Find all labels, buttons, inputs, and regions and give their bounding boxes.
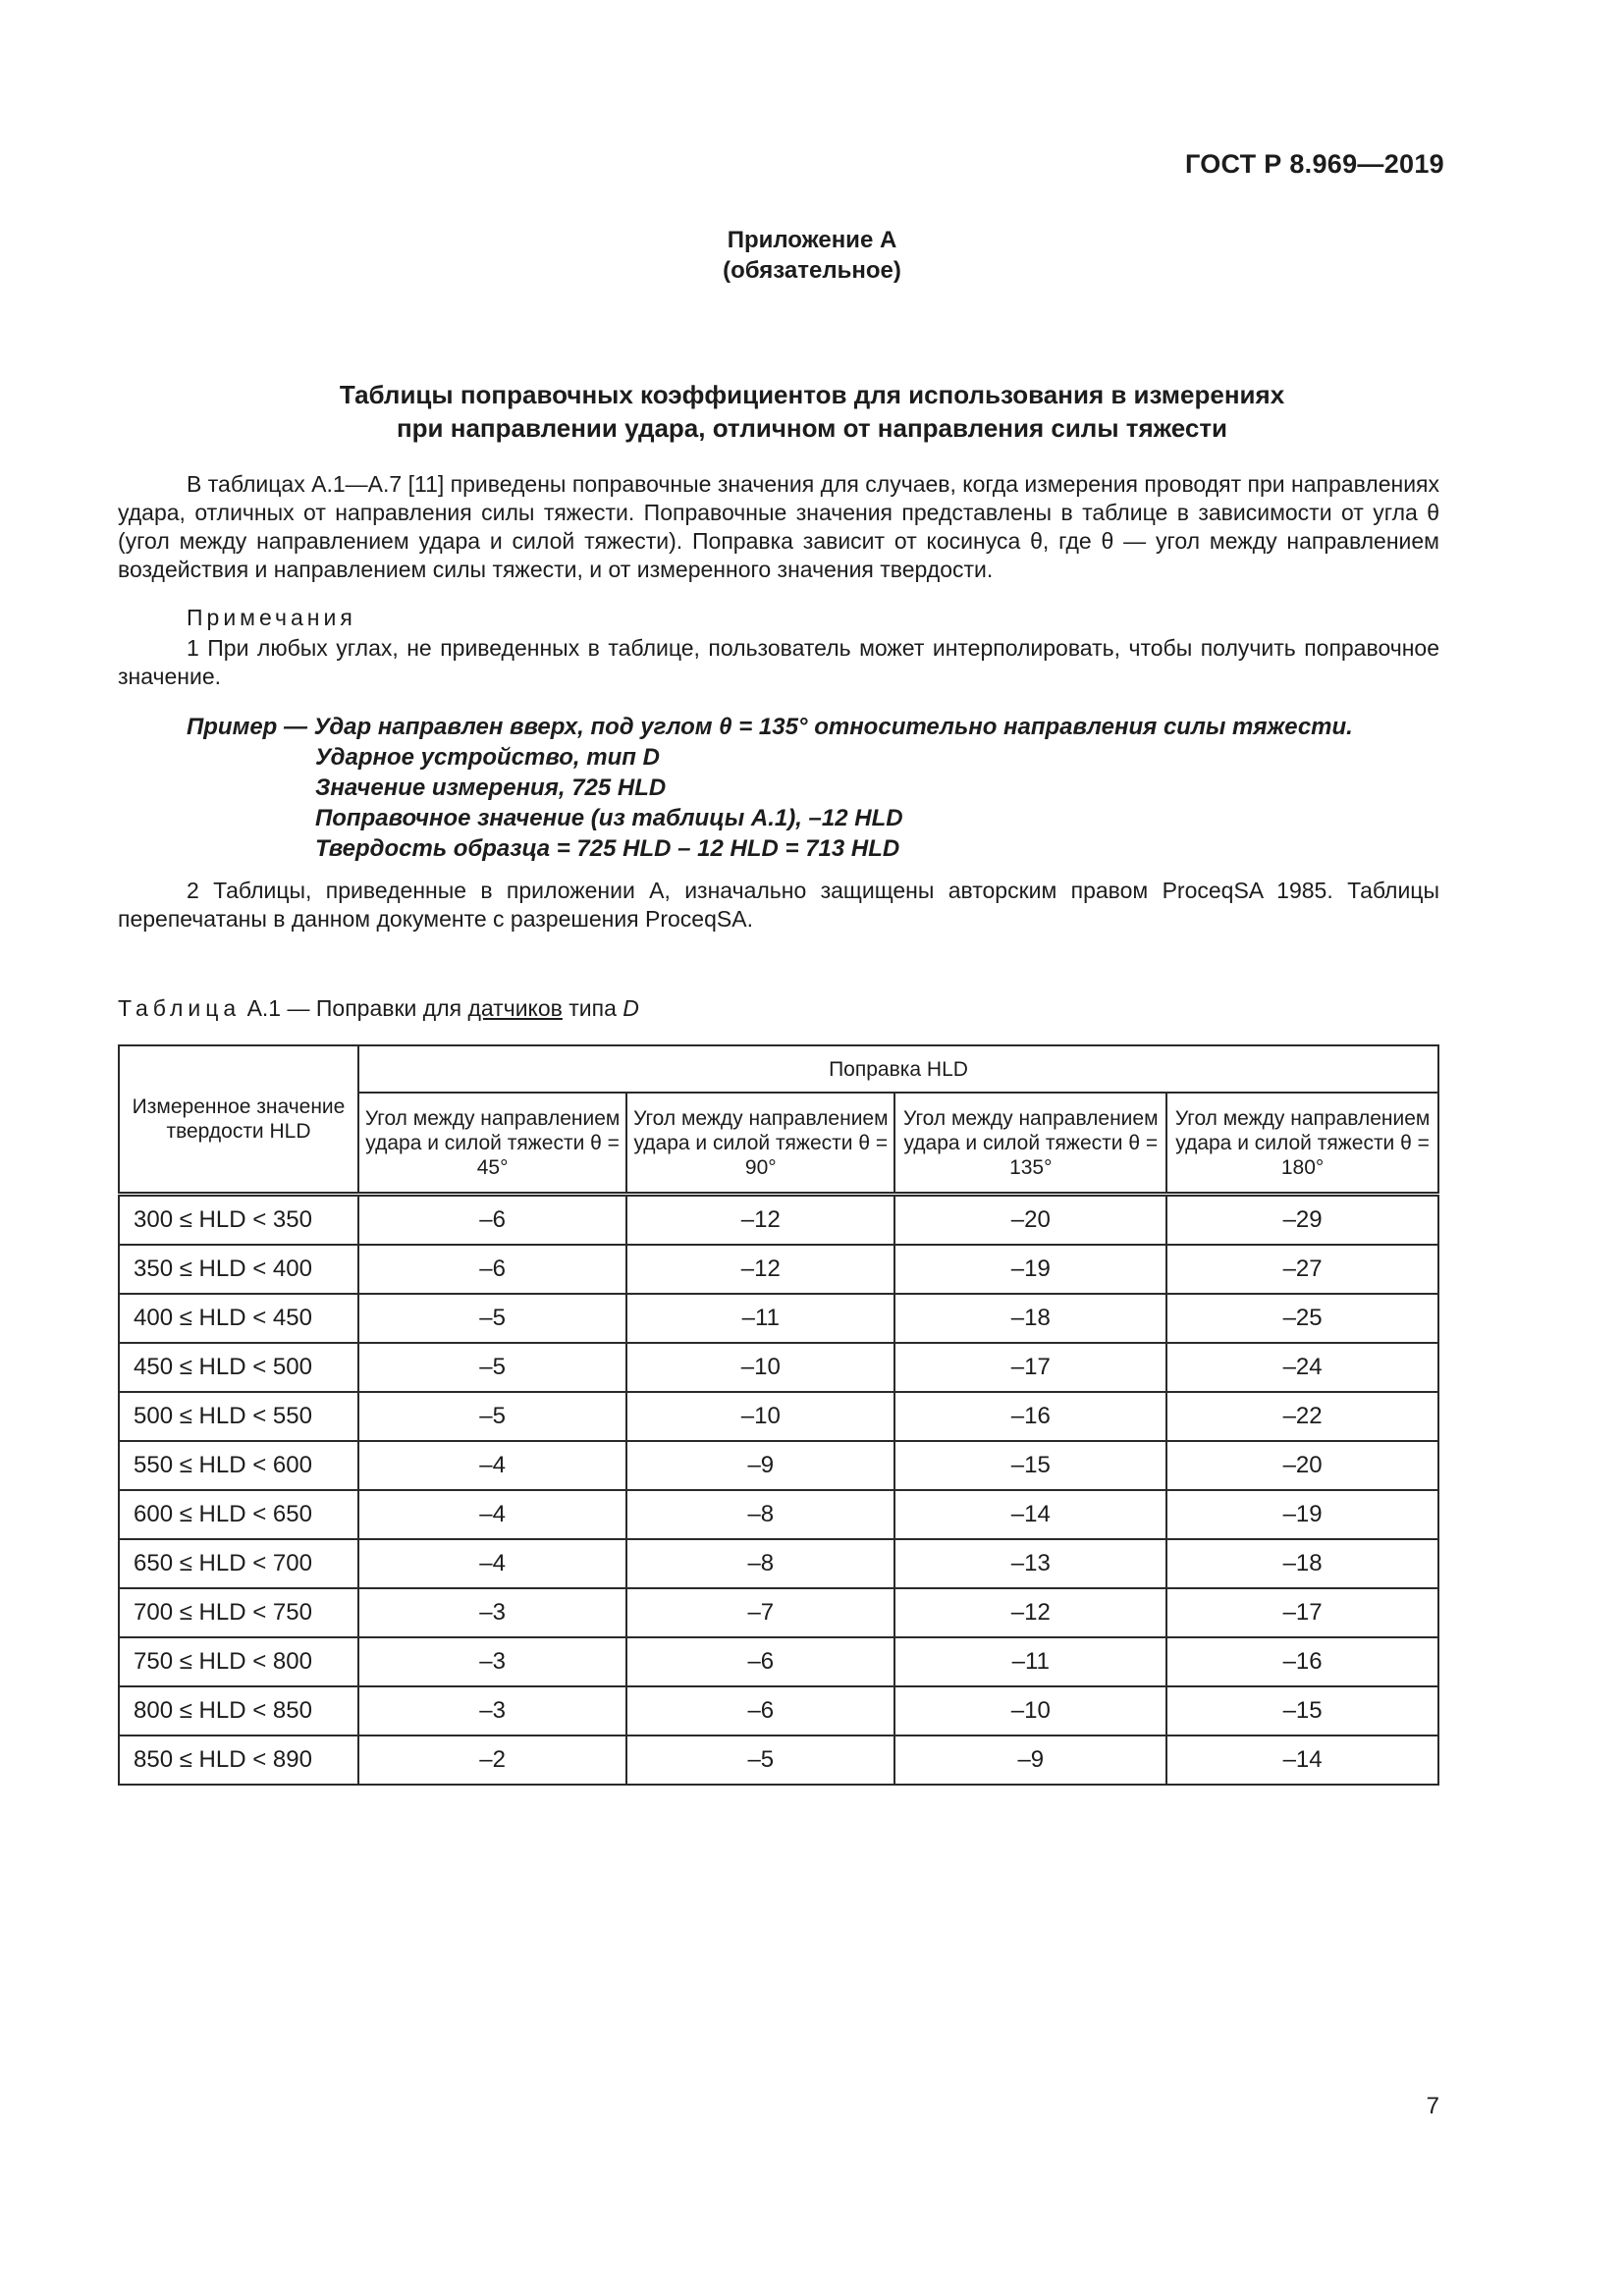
correction-value-cell: –6 [626, 1637, 894, 1686]
table-caption-text: — Поправки для [287, 995, 462, 1021]
correction-value-cell: –20 [1166, 1441, 1438, 1490]
correction-value-cell: –10 [626, 1343, 894, 1392]
table-row [119, 1490, 1438, 1539]
correction-value-cell: –11 [894, 1637, 1166, 1686]
table-caption-type: типа [568, 995, 617, 1021]
table-caption-link[interactable]: датчиков [467, 995, 563, 1021]
hardness-range-cell: 650 ≤ HLD < 700 [119, 1539, 358, 1588]
main-title-line1: Таблицы поправочных коэффициентов для использования в измерениях [339, 380, 1285, 409]
example-line2: Ударное устройство, тип D [315, 744, 660, 771]
note2: 2 Таблицы, приведенные в приложении А, изначально защищены авторским правом ProceqSA 1985. Таблицы перепечатаны в данном документе с разрешения ProceqSA. [118, 878, 1439, 932]
note1-block [118, 634, 1439, 691]
hardness-range-cell: 350 ≤ HLD < 400 [119, 1245, 358, 1294]
correction-value-cell: –14 [1166, 1735, 1438, 1785]
correction-value-cell: –3 [358, 1637, 626, 1686]
correction-value-cell: –22 [1166, 1392, 1438, 1441]
note2-block [118, 877, 1439, 934]
correction-value-cell: –4 [358, 1441, 626, 1490]
hardness-range-cell: 550 ≤ HLD < 600 [119, 1441, 358, 1490]
note1: 1 При любых углах, не приведенных в таблице, пользователь может интерполировать, чтобы получить поправочное значение. [118, 635, 1439, 689]
header-angle-1: Угол между направлением удара и силой тяжести θ = 45° [358, 1093, 626, 1195]
correction-value-cell: –8 [626, 1539, 894, 1588]
correction-value-cell: –17 [894, 1343, 1166, 1392]
notes-heading: Примечания [187, 605, 356, 630]
correction-value-cell: –16 [894, 1392, 1166, 1441]
example-block [187, 712, 1463, 864]
main-title [0, 378, 1624, 445]
correction-value-cell: –5 [626, 1735, 894, 1785]
intro-paragraph: В таблицах А.1—А.7 [11] приведены поправочные значения для случаев, когда измерения проводят при направлениях удара, отличных от направления силы тяжести. Поправочные значения представлены в таблице в зависимости от угла θ (угол между направлением удара и силой тяжести). Поправка зависит от косинуса θ, где θ — угол между направлением воздействия и направлением силы тяжести, и от измеренного значения твердости. [118, 471, 1439, 582]
example-line4: Поправочное значение (из таблицы А.1), –12 HLD [315, 805, 903, 831]
correction-value-cell: –5 [358, 1343, 626, 1392]
hardness-range-cell: 800 ≤ HLD < 850 [119, 1686, 358, 1735]
correction-value-cell: –19 [894, 1245, 1166, 1294]
table-row [119, 1441, 1438, 1490]
correction-table [118, 1044, 1439, 1786]
annex-heading [0, 225, 1624, 286]
table-row [119, 1588, 1438, 1637]
correction-value-cell: –18 [1166, 1539, 1438, 1588]
hardness-range-cell: 850 ≤ HLD < 890 [119, 1735, 358, 1785]
hardness-range-cell: 450 ≤ HLD < 500 [119, 1343, 358, 1392]
correction-value-cell: –29 [1166, 1195, 1438, 1246]
header-angle-2: Угол между направлением удара и силой тяжести θ = 90° [626, 1093, 894, 1195]
table-row [119, 1686, 1438, 1735]
correction-value-cell: –15 [894, 1441, 1166, 1490]
correction-value-cell: –6 [358, 1195, 626, 1246]
correction-value-cell: –4 [358, 1539, 626, 1588]
correction-value-cell: –3 [358, 1588, 626, 1637]
correction-value-cell: –11 [626, 1294, 894, 1343]
table-header [119, 1045, 1438, 1195]
correction-value-cell: –14 [894, 1490, 1166, 1539]
correction-value-cell: –3 [358, 1686, 626, 1735]
correction-value-cell: –12 [894, 1588, 1166, 1637]
correction-value-cell: –6 [358, 1245, 626, 1294]
table-row [119, 1735, 1438, 1785]
correction-value-cell: –20 [894, 1195, 1166, 1246]
table-row [119, 1392, 1438, 1441]
table-caption-prefix: Таблица [118, 995, 242, 1021]
correction-value-cell: –12 [626, 1245, 894, 1294]
hardness-range-cell: 750 ≤ HLD < 800 [119, 1637, 358, 1686]
intro-paragraph-block [118, 470, 1439, 584]
table-caption-number: А.1 [246, 995, 282, 1021]
correction-value-cell: –7 [626, 1588, 894, 1637]
example-line5: Твердость образца = 725 HLD – 12 HLD = 713 HLD [315, 835, 900, 862]
correction-value-cell: –9 [626, 1441, 894, 1490]
correction-value-cell: –13 [894, 1539, 1166, 1588]
example-line3: Значение измерения, 725 HLD [315, 774, 667, 801]
header-angle-3: Угол между направлением удара и силой тяжести θ = 135° [894, 1093, 1166, 1195]
table-row [119, 1245, 1438, 1294]
table-body [119, 1195, 1438, 1786]
correction-value-cell: –25 [1166, 1294, 1438, 1343]
correction-value-cell: –24 [1166, 1343, 1438, 1392]
table-row [119, 1539, 1438, 1588]
correction-value-cell: –27 [1166, 1245, 1438, 1294]
correction-value-cell: –10 [626, 1392, 894, 1441]
table-row [119, 1637, 1438, 1686]
correction-value-cell: –15 [1166, 1686, 1438, 1735]
correction-value-cell: –18 [894, 1294, 1166, 1343]
table-row [119, 1195, 1438, 1246]
example-line1: Пример — Удар направлен вверх, под углом θ = 135° относительно направления силы тяжести. [187, 714, 1353, 740]
correction-value-cell: –5 [358, 1392, 626, 1441]
correction-value-cell: –2 [358, 1735, 626, 1785]
page-number: 7 [1426, 2093, 1439, 2119]
header-measured-value: Измеренное значение твердости HLD [119, 1045, 358, 1195]
correction-value-cell: –4 [358, 1490, 626, 1539]
table-row [119, 1343, 1438, 1392]
header-angle-4: Угол между направлением удара и силой тяжести θ = 180° [1166, 1093, 1438, 1195]
correction-value-cell: –19 [1166, 1490, 1438, 1539]
document-code: ГОСТ Р 8.969—2019 [1184, 149, 1444, 179]
annex-title: Приложение А [727, 227, 897, 253]
correction-value-cell: –8 [626, 1490, 894, 1539]
hardness-range-cell: 600 ≤ HLD < 650 [119, 1490, 358, 1539]
table-caption-type-letter: D [623, 995, 639, 1021]
hardness-range-cell: 700 ≤ HLD < 750 [119, 1588, 358, 1637]
hardness-range-cell: 400 ≤ HLD < 450 [119, 1294, 358, 1343]
correction-value-cell: –10 [894, 1686, 1166, 1735]
correction-value-cell: –5 [358, 1294, 626, 1343]
table-caption [118, 995, 639, 1022]
hardness-range-cell: 300 ≤ HLD < 350 [119, 1195, 358, 1246]
correction-value-cell: –12 [626, 1195, 894, 1246]
header-correction-group: Поправка HLD [358, 1045, 1438, 1093]
main-title-line2: при направлении удара, отличном от направления силы тяжести [396, 413, 1228, 443]
correction-value-cell: –6 [626, 1686, 894, 1735]
correction-value-cell: –17 [1166, 1588, 1438, 1637]
correction-value-cell: –9 [894, 1735, 1166, 1785]
table-row [119, 1294, 1438, 1343]
correction-value-cell: –16 [1166, 1637, 1438, 1686]
annex-status: (обязательное) [723, 257, 901, 284]
hardness-range-cell: 500 ≤ HLD < 550 [119, 1392, 358, 1441]
